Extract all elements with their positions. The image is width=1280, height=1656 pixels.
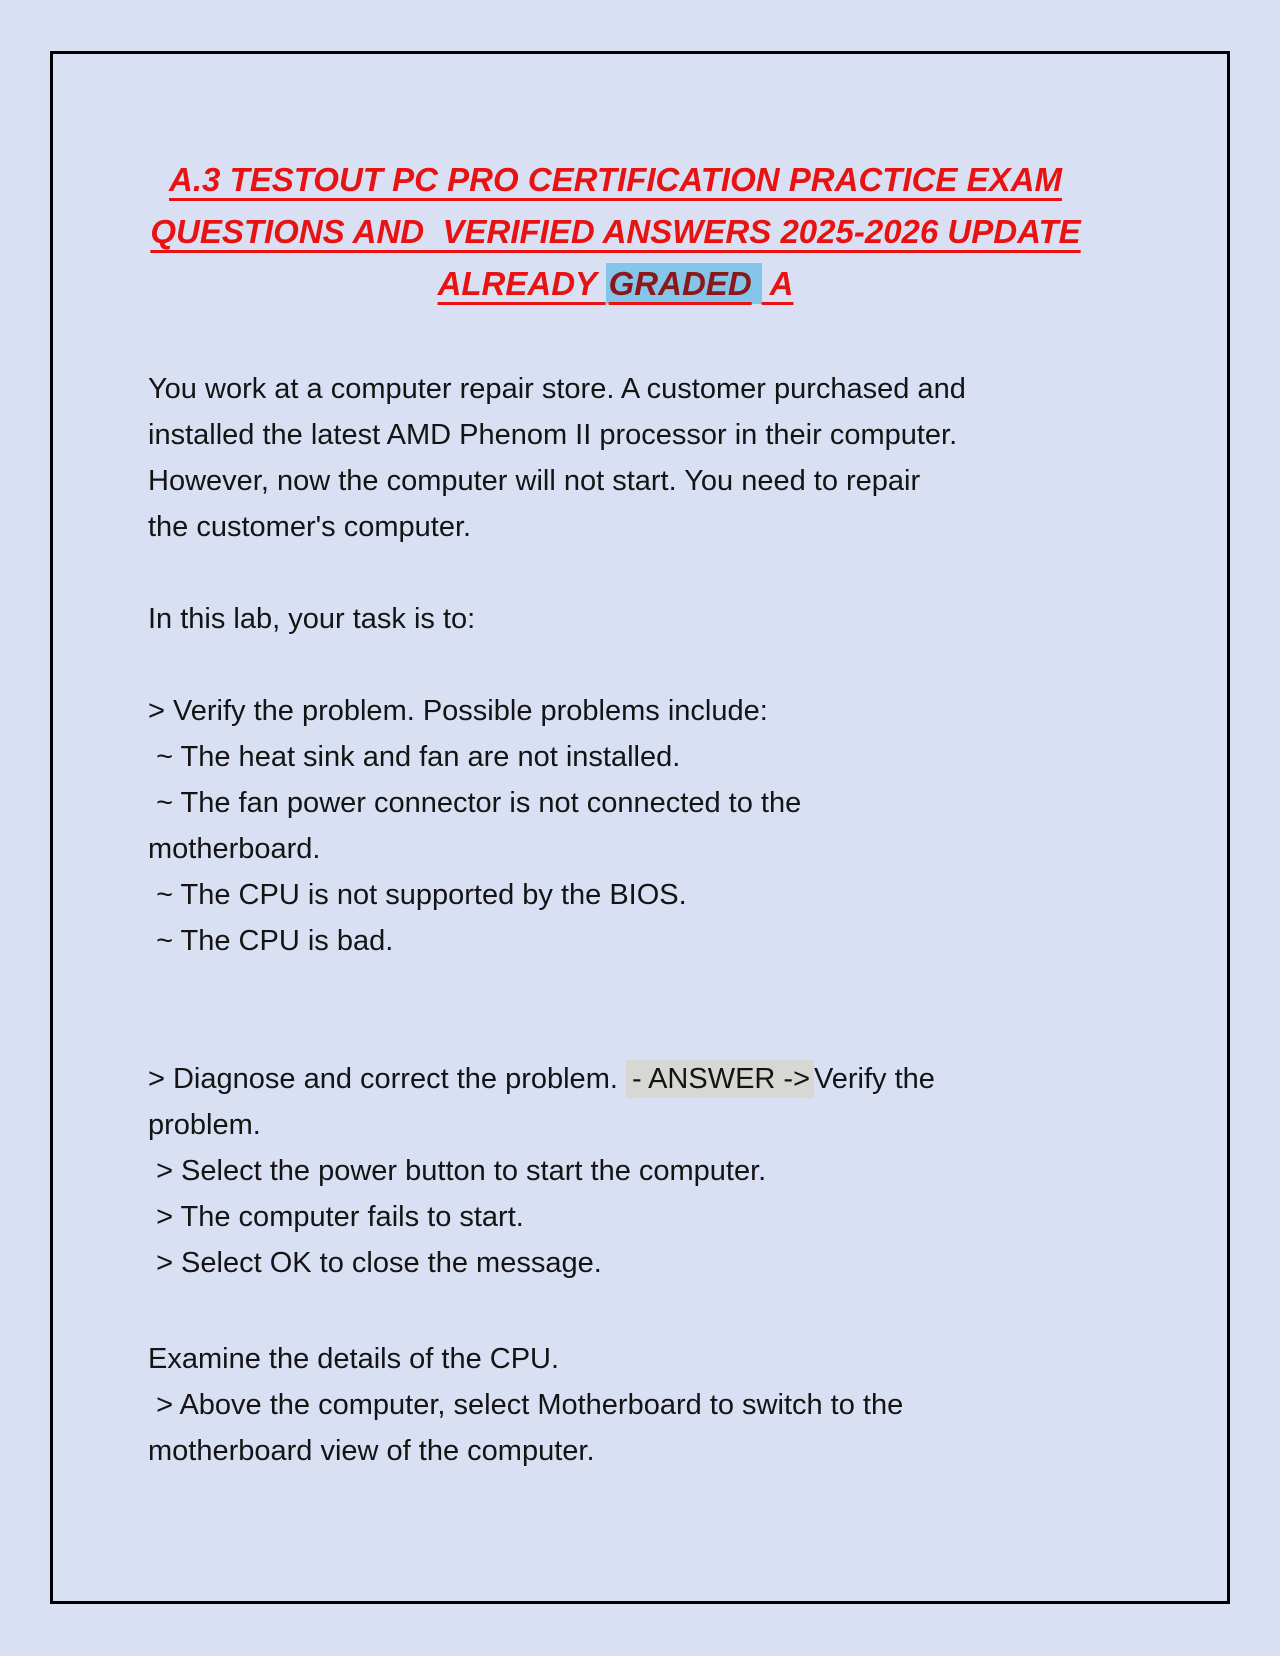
diagnose-prefix: > Diagnose and correct the problem. [148,1063,626,1095]
body-line: ~ The fan power connector is not connected to the [148,787,802,819]
intro-paragraph [148,366,1083,550]
body-line: installed the latest AMD Phenom II processor in their computer. [148,419,958,451]
verify-paragraph [148,688,1083,964]
graded-highlight: GRADED [606,263,762,304]
body-line: ~ The CPU is not supported by the BIOS. [148,879,687,911]
body-line: ~ The heat sink and fan are not installed. [148,741,681,773]
examine-paragraph [148,1336,1083,1474]
body-line: > The computer fails to start. [148,1201,524,1233]
title-line-1 [148,154,1083,206]
task-paragraph [148,596,1083,642]
body-line: Examine the details of the CPU. [148,1343,560,1375]
title-line-2-text: QUESTIONS AND VERIFIED ANSWERS 2025-2026 UPDATE [150,213,1081,250]
document-title [148,154,1083,310]
diagnose-paragraph [148,1056,1083,1286]
diagnose-line [148,1056,1083,1102]
title-line-3 [148,258,1083,310]
diagnose-suffix: Verify the [814,1063,935,1095]
body-line: problem. [148,1109,261,1141]
title-line-2 [148,206,1083,258]
body-line: > Select the power button to start the computer. [148,1155,767,1187]
body-line: You work at a computer repair store. A customer purchased and [148,373,966,405]
title-line-3-prefix: ALREADY [437,265,606,302]
body-line: the customer's computer. [148,511,472,543]
body-line: motherboard. [148,833,321,865]
document-content [53,54,1083,1474]
body-line: > Select OK to close the message. [148,1247,602,1279]
body-line: > Above the computer, select Motherboard to switch to the [148,1389,904,1421]
document-body [148,366,1083,1474]
body-line: However, now the computer will not start. You need to repair [148,465,921,497]
title-line-1-text: A.3 TESTOUT PC PRO CERTIFICATION PRACTICE EXAM [169,161,1062,198]
answer-highlight: - ANSWER -> [626,1060,814,1098]
title-line-3-text [438,263,794,304]
body-line: motherboard view of the computer. [148,1435,595,1467]
title-line-3-suffix: A [761,265,794,302]
body-line: In this lab, your task is to: [148,603,476,635]
body-line: ~ The CPU is bad. [148,925,394,957]
document-page-frame [50,51,1230,1604]
body-line: > Verify the problem. Possible problems include: [148,695,768,727]
